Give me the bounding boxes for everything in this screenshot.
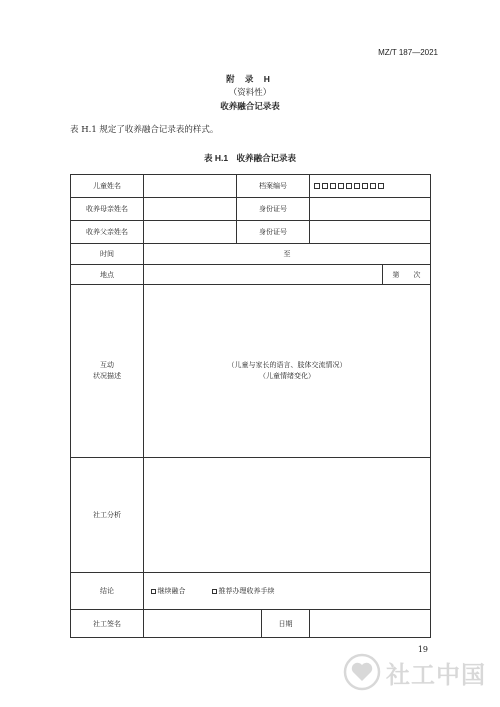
time-to-text: 至 [283, 250, 291, 258]
interaction-hint-emotion: （儿童情绪变化） [259, 372, 315, 380]
archive-digit-box[interactable] [314, 183, 320, 189]
time-label: 时间 [71, 244, 144, 265]
watermark-seal-icon [342, 652, 382, 692]
place-field[interactable] [144, 265, 383, 285]
interaction-label-line1: 互动 [100, 361, 114, 369]
signature-label: 社工签名 [71, 610, 144, 638]
form-row-father [71, 221, 431, 244]
recommend-option-label: 推荐办理收养手续 [218, 587, 275, 595]
father-id-label: 身份证号 [237, 221, 310, 244]
father-name-label: 收养父亲姓名 [71, 221, 144, 244]
table-caption: 表 H.1 收养融合记录表 [203, 153, 297, 163]
archive-digit-box[interactable] [322, 183, 328, 189]
conclusion-label: 结论 [71, 573, 144, 610]
form-row-place [71, 265, 431, 285]
interaction-label [71, 285, 144, 458]
time-field[interactable] [144, 244, 431, 265]
mother-name-label: 收养母亲姓名 [71, 198, 144, 221]
interaction-field[interactable] [144, 285, 431, 458]
mother-id-field[interactable] [310, 198, 431, 221]
archive-digit-box[interactable] [346, 183, 352, 189]
place-label: 地点 [71, 265, 144, 285]
appendix-title: 收养融合记录表 [220, 101, 280, 111]
date-label: 日期 [262, 610, 310, 638]
form-row-time [71, 244, 431, 265]
form-row-interaction [71, 285, 431, 458]
signature-field[interactable] [144, 610, 262, 638]
form-row-mother [71, 198, 431, 221]
analysis-field[interactable] [144, 458, 431, 573]
archive-boxes [314, 182, 386, 190]
archive-digit-box[interactable] [362, 183, 368, 189]
archive-digit-box[interactable] [330, 183, 336, 189]
empty-checkbox-icon[interactable] [212, 589, 217, 594]
appendix-type: （资料性） [228, 87, 272, 97]
watermark-text: 社工中国 [386, 660, 486, 689]
page-number: 19 [417, 645, 428, 654]
archive-no-label: 档案编号 [237, 175, 310, 198]
archive-digit-box[interactable] [378, 183, 384, 189]
adoption-record-form [70, 174, 431, 638]
form-row-signature [71, 610, 431, 638]
interaction-hint-language: （儿童与家长的语言、肢体交流情况） [227, 361, 347, 369]
continue-option-label: 继续融合 [157, 587, 186, 595]
child-name-field[interactable] [144, 175, 237, 198]
continue-option[interactable] [151, 587, 186, 595]
recommend-option[interactable] [212, 587, 275, 595]
empty-checkbox-icon[interactable] [151, 589, 156, 594]
child-name-label: 儿童姓名 [71, 175, 144, 198]
watermark [342, 652, 486, 692]
appendix-label: 附 录 H [226, 74, 274, 84]
analysis-label: 社工分析 [71, 458, 144, 573]
father-name-field[interactable] [144, 221, 237, 244]
archive-digit-box[interactable] [370, 183, 376, 189]
standard-code: MZ/T 187—2021 [378, 48, 438, 57]
mother-name-field[interactable] [144, 198, 237, 221]
interaction-label-line2: 状况描述 [93, 372, 121, 380]
count-field[interactable]: 第 次 [383, 265, 431, 285]
archive-digit-box[interactable] [338, 183, 344, 189]
form-row-conclusion [71, 573, 431, 610]
date-field[interactable] [310, 610, 431, 638]
conclusion-options [144, 573, 431, 610]
form-row-child [71, 175, 431, 198]
intro-text: 表 H.1 规定了收养融合记录表的样式。 [70, 125, 219, 135]
archive-no-field[interactable] [310, 175, 431, 198]
form-row-analysis [71, 458, 431, 573]
father-id-field[interactable] [310, 221, 431, 244]
archive-digit-box[interactable] [354, 183, 360, 189]
mother-id-label: 身份证号 [237, 198, 310, 221]
